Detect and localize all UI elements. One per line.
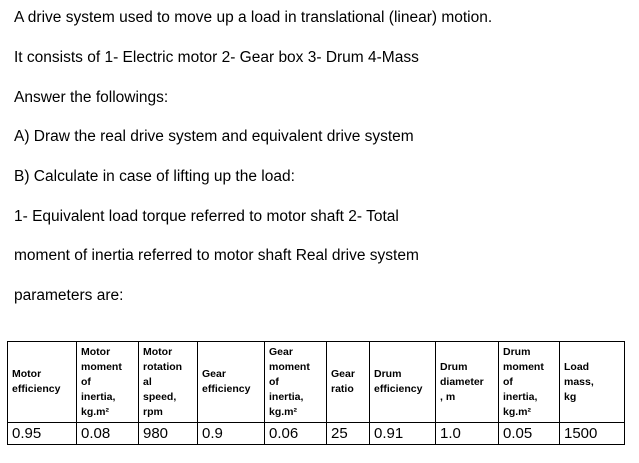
column-header-line: inertia, bbox=[269, 390, 304, 403]
column-header-line: efficiency bbox=[12, 383, 61, 395]
column-header-line: kg.m² bbox=[503, 405, 532, 418]
column-header-line: kg bbox=[564, 390, 577, 403]
column-header bbox=[8, 342, 77, 423]
components-line: It consists of 1- Electric motor 2- Gear box 3- Drum 4-Mass bbox=[14, 49, 419, 66]
column-header-line: speed, bbox=[143, 390, 177, 403]
values-row bbox=[8, 423, 625, 445]
value-cell: 25 bbox=[327, 423, 370, 445]
value-cell: 0.08 bbox=[77, 423, 139, 445]
column-header-line: Drum bbox=[440, 360, 468, 373]
question-a: A) Draw the real drive system and equivalent drive system bbox=[14, 128, 414, 145]
column-header bbox=[436, 342, 499, 423]
intro-line: A drive system used to move up a load in translational (linear) motion. bbox=[14, 9, 493, 26]
question-b: B) Calculate in case of lifting up the load: bbox=[14, 168, 295, 185]
value-cell: 980 bbox=[139, 423, 198, 445]
column-header-line: Motor bbox=[81, 345, 111, 358]
column-header-line: al bbox=[143, 375, 152, 388]
column-header-line: ratio bbox=[331, 383, 354, 395]
value-cell: 1.0 bbox=[436, 423, 499, 445]
column-header-line: of bbox=[269, 375, 279, 388]
column-header-line: rpm bbox=[143, 405, 163, 418]
column-header-line: efficiency bbox=[202, 383, 251, 395]
column-header bbox=[198, 342, 265, 423]
value-cell: 1500 bbox=[560, 423, 625, 445]
column-header-line: mass, bbox=[564, 375, 594, 388]
value-cell: 0.9 bbox=[198, 423, 265, 445]
instruction-line: Answer the followings: bbox=[14, 89, 169, 106]
column-header-line: inertia, bbox=[503, 390, 538, 403]
question-b-part-1: 1- Equivalent load torque referred to motor shaft 2- Total bbox=[14, 208, 399, 225]
column-header-line: Gear bbox=[202, 368, 226, 380]
column-header-line: Drum bbox=[374, 368, 402, 380]
column-header-line: inertia, bbox=[81, 390, 116, 403]
column-header-line: efficiency bbox=[374, 383, 423, 395]
column-header-line: rotation bbox=[143, 360, 183, 373]
column-header-line: Load bbox=[564, 360, 590, 373]
value-cell: 0.05 bbox=[499, 423, 560, 445]
column-header-line: of bbox=[81, 375, 91, 388]
column-header-line: moment bbox=[81, 360, 122, 373]
column-header-line: kg.m² bbox=[269, 405, 298, 418]
column-header-line: diameter bbox=[440, 375, 484, 388]
column-header-line: Motor bbox=[143, 345, 173, 358]
value-cell: 0.95 bbox=[8, 423, 77, 445]
column-header bbox=[560, 342, 625, 423]
column-header-line: of bbox=[503, 375, 513, 388]
value-cell: 0.91 bbox=[370, 423, 436, 445]
column-header-line: , m bbox=[440, 390, 456, 403]
parameters-table bbox=[7, 341, 625, 445]
column-header-line: moment bbox=[269, 360, 310, 373]
column-header-line: Drum bbox=[503, 345, 531, 358]
column-header-line: Gear bbox=[269, 345, 293, 358]
parameters-intro: parameters are: bbox=[14, 287, 124, 304]
value-cell: 0.06 bbox=[265, 423, 327, 445]
column-header bbox=[265, 342, 327, 423]
column-header bbox=[499, 342, 560, 423]
column-header-line: Motor bbox=[12, 368, 42, 380]
column-header-line: moment bbox=[503, 360, 544, 373]
column-header bbox=[327, 342, 370, 423]
header-row bbox=[8, 342, 625, 423]
column-header bbox=[139, 342, 198, 423]
column-header bbox=[77, 342, 139, 423]
column-header-line: kg.m² bbox=[81, 405, 110, 418]
column-header-line: Gear bbox=[331, 368, 355, 380]
question-b-part-2: moment of inertia referred to motor shaft Real drive system bbox=[14, 247, 419, 264]
column-header bbox=[370, 342, 436, 423]
